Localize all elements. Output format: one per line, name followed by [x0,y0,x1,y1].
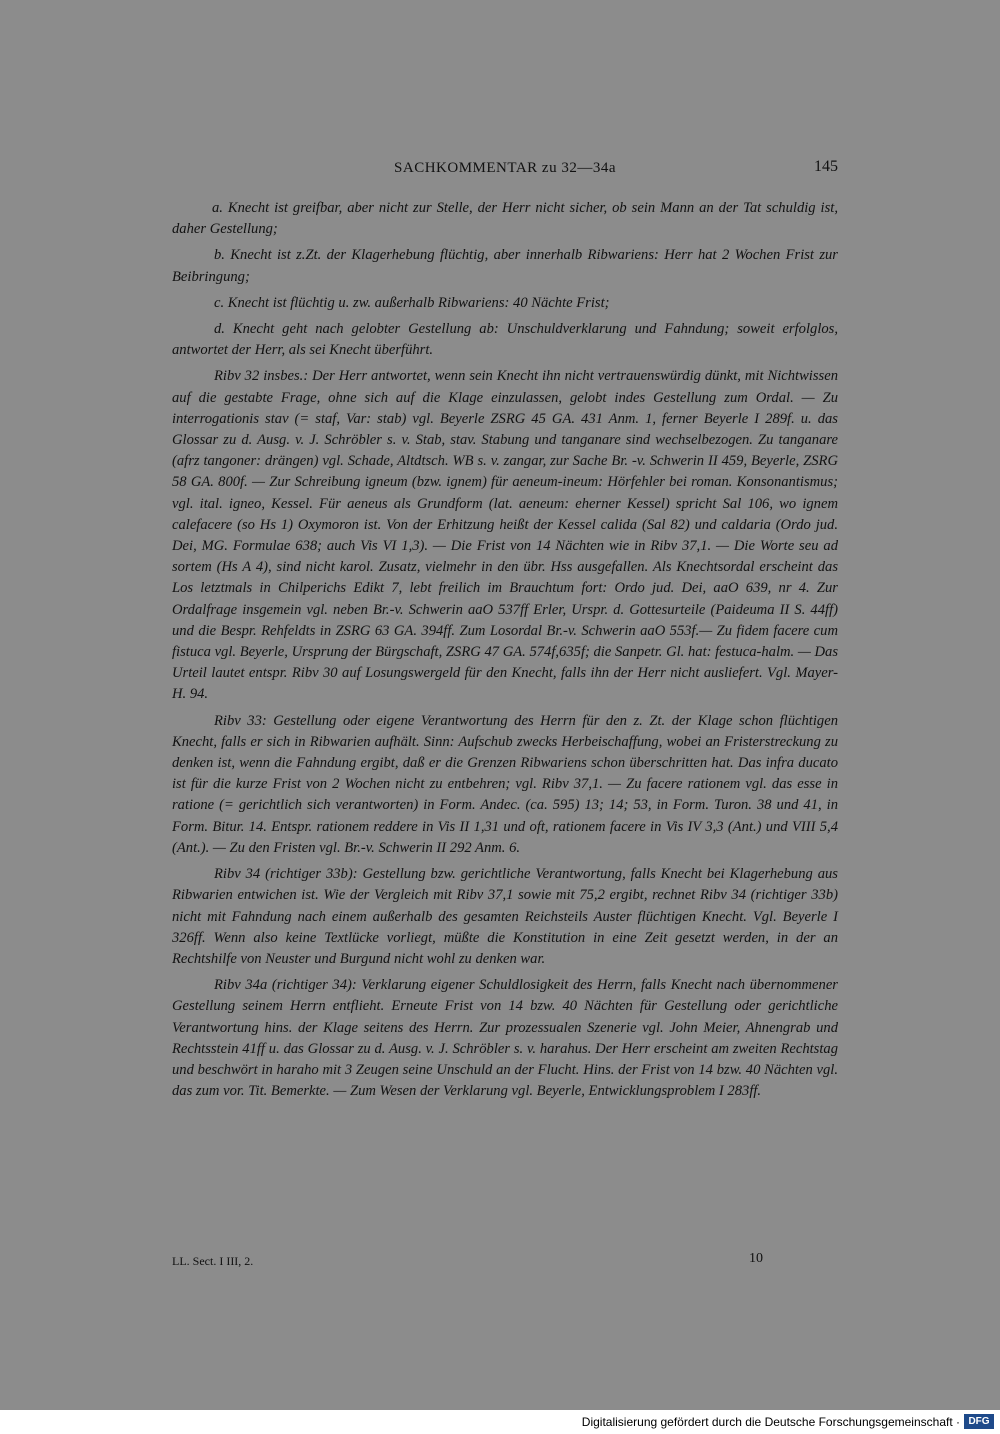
page-header [172,158,838,182]
credit-bar [0,1410,1000,1434]
paragraph-ribv-34a: Ribv 34a (richtiger 34): Verklarung eigener Schuldlosigkeit des Herrn, falls Knecht nach übernommener Gestellung seinem Herrn entflieht. Erneute Frist von 14 bzw. 40 Nächten für Gestellung oder gerichtliche Verantwortung hins. der Klage seitens des Herrn. Zur prozessualen Szenerie vgl. John Meier, Ahnengrab und Rechtsstein 41ff u. das Glossar zu d. Ausg. v. J. Schröbler s. v. harahus. Der Herr erscheint am zweiten Rechtstag und beschwört in haraho mit 3 Zeugen seine Unschuld an der Flucht. Hins. der Frist von 14 bzw. 40 Nächten vgl. das zum vor. Tit. Bemerkte. — Zum Wesen der Verklarung vgl. Beyerle, Entwicklungsproblem I 283ff. [172,977,838,1100]
footer-signature: LL. Sect. I III, 2. [172,1254,254,1268]
footer-sheet-number: 10 [749,1251,763,1266]
paragraph-ribv-33: Ribv 33: Gestellung oder eigene Verantwortung des Herrn für den z. Zt. der Klage schon flüchtigen Knecht, falls er sich in Ribwarien aufhält. Sinn: Aufschub zwecks Herbeischaffung, wobei an Fristerstreckung zu denken ist, wenn die Fahndung ergibt, daß er die Grenzen Ribwariens schon überschritten hat. Das infra ducato ist für die kurze Frist von 2 Wochen nicht zu entbehren; vgl. Ribv 37,1. — Zu facere rationem vgl. das esse in ratione (= gerichtlich sich verantworten) in Form. Andec. (ca. 595) 13; 14; 53, in Form. Turon. 38 und 41, in Form. Bitur. 14. Entspr. rationem reddere in Vis II 1,31 und oft, rationem facere in Vis IV 3,3 (Ant.) und VIII 5,4 (Ant.). — Zu den Fristen vgl. Br.-v. Schwerin II 292 Anm. 6. [172,712,838,856]
paragraph-b: b. Knecht ist z.Zt. der Klagerhebung flüchtig, aber innerhalb Ribwariens: Herr hat 2 Wochen Frist zur Beibringung; [172,247,838,285]
page-number: 145 [814,158,838,175]
paragraph-c: c. Knecht ist flüchtig u. zw. außerhalb Ribwariens: 40 Nächte Frist; [214,294,610,311]
paragraph-ribv-34: Ribv 34 (richtiger 33b): Gestellung bzw. gerichtliche Verantwortung, falls Knecht bei Klagerhebung aus Ribwarien entwichen ist. Wie der Vergleich mit Ribv 37,1 sowie mit 75,2 ergibt, rechnet Ribv 34 (richtiger 33b) nicht mit Fahndung nach einem außerhalb des gesamten Reichsteils Auster flüchtigen Knecht. Vgl. Beyerle I 326ff. Wenn also keine Textlücke vorliegt, müßte die Konstitution in eine Zeit gesetzt werden, in der an Rechtshilfe von Neuster und Burgund nicht wohl zu denken war. [172,866,838,967]
funding-credit: Digitalisierung gefördert durch die Deutsche Forschungsgemeinschaft · [581,1415,960,1429]
dfg-logo-icon[interactable]: DFG [964,1414,994,1429]
running-title: SACHKOMMENTAR zu 32—34a [394,160,616,176]
commentary-body [172,198,838,1107]
paragraph-a: a. Knecht ist greifbar, aber nicht zur Stelle, der Herr nicht sicher, ob sein Mann an der Tat schuldig ist, daher Gestellung; [172,200,838,238]
paragraph-d: d. Knecht geht nach gelobter Gestellung ab: Unschuldverklarung und Fahndung; soweit erfolglos, antwortet der Herr, als sei Knecht überführt. [172,321,838,359]
paragraph-ribv-32: Ribv 32 insbes.: Der Herr antwortet, wenn sein Knecht ihn nicht vertrauenswürdig dünkt, mit Nichtwissen auf die gestabte Frage, ohne sich auf die Klage einzulassen, gelobt indes Gestellung zum Ordal. — Zu interrogationis stav (= staf, Var: stab) vgl. Beyerle ZSRG 45 GA. 431 Anm. 1, ferner Beyerle I 289f. u. das Glossar zu d. Ausg. v. J. Schröbler s. v. Stab, stav. Stabung und tanganare sind wechselbezogen. Zu tanganare (afrz tangoner: drängen) vgl. Schade, Altdtsch. WB s. v. zangar, zur Sache Br. -v. Schwerin II 459, Beyerle, ZSRG 58 GA. 800f. — Zur Schreibung igneum (bzw. ignem) für aeneum-ineum: Hörfehler bei roman. Konsonantismus; vgl. ital. igneo, Kessel. Für aeneus als Grundform (lat. aeneum: eherner Kessel) spricht Sal 106, wo ignem calefacere (so Hs 1) Oxymoron ist. Von der Erhitzung heißt der Kessel calida (Sal 82) und caldaria (Ordo jud. Dei, MG. Formulae 638; auch Vis VI 1,3). — Die Frist von 14 Nächten wie in Ribv 37,1. — Die Worte seu ad sortem (Hs A 4), sind nicht karol. Zusatz, vielmehr in den übr. Hss ausgefallen. Als Knechtsordal erscheint das Los letztmals in Chilperichs Edikt 7, lebt freilich im Brauchtum fort: Ordo jud. Dei, aaO 639, nr 4. Zur Ordalfrage insgemein vgl. neben Br.-v. Schwerin aaO 537ff Erler, Urspr. d. Gottesurteile (Paideuma II S. 44ff) und die Bespr. Rehfeldts in ZSRG 63 GA. 394ff. Zum Losordal Br.-v. Schwerin aaO 553f.— Zu fidem facere cum fistuca vgl. Beyerle, Ursprung der Bürgschaft, ZSRG 47 GA. 574f,635f; die Sanpetr. Gl. hat: festuca-halm. — Das Urteil lautet entspr. Ribv 30 auf Losungswergeld für den Knecht, falls ihn der Herr nicht ausliefert. Vgl. Mayer-H. 94. [172,368,838,703]
